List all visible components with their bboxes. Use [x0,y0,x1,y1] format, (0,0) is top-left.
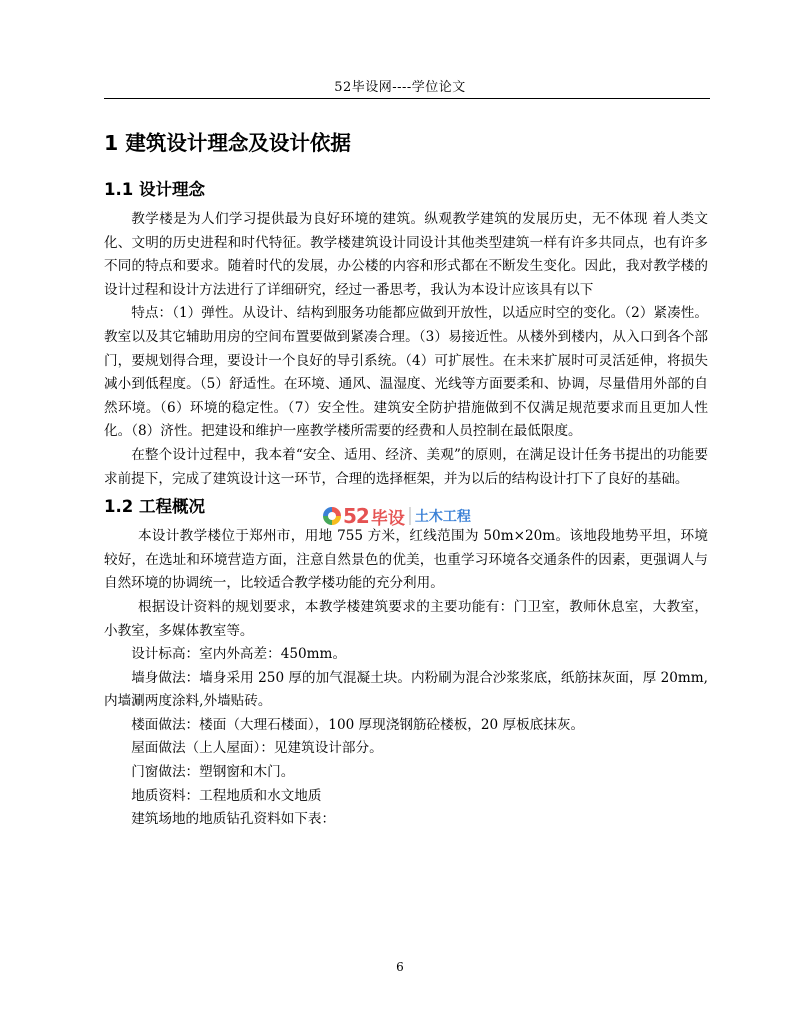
watermark-name: 毕设 [370,508,405,529]
paragraph: 地质资料：工程地质和水文地质 [131,787,322,804]
watermark-tag: 土木工程 [414,509,471,525]
paragraph: 设计标高：室内外高差：450mm。 [131,646,347,663]
header-divider [104,98,710,99]
document-body [104,128,708,832]
paragraph: 墙身做法：墙身采用 250 厚的加气混凝土块。内粉刷为混合沙浆浆底，纸筋抹灰面，厚 20mm,内墙涮两度涂料,外墙贴砖。 [104,669,708,710]
paragraph: 在整个设计过程中，我本着“安全、适用、经济、美观”的原则，在满足设计任务书提出的功能要求前提下，完成了建筑设计这一环节，合理的选择框架，并为以后的结构设计打下了良好的基础。 [104,446,708,487]
paragraph: 建筑场地的地质钻孔资料如下表： [131,811,336,828]
chapter-title: 1 建筑设计理念及设计依据 [104,131,351,155]
paragraph: 教学楼是为人们学习提供最为良好环境的建筑。纵观教学建筑的发展历史，无不体现 着人类文化、文明的历史进程和时代特征。教学楼建筑设计同设计其他类型建筑一样有许多共同点，也有许多不同的特点和要求。随着时代的发展，办公楼的内容和形式都在不断发生变化。因此，我对教学楼的设计过程和设计方法进行了详细研究，经过一番思考，我认为本设计应该具有以下 [104,211,708,298]
paragraph: 本设计教学楼位于郑州市，用地 755 方米，红线范围为 50m×20m。该地段地势平坦，环境较好，在选址和环境营造方面，注意自然景色的优美，也重学习环境各交通条件的因素，更强调人与自然环境的协调统一，比较适合教学楼功能的充分利用。 [104,528,708,592]
header-title: 52毕设网----学位论文 [334,80,466,95]
paragraph: 特点：（1）弹性。从设计、结构到服务功能都应做到开放性，以适应时空的变化。（2）紧凑性。教室以及其它辅助用房的空间布置要做到紧凑合理。（3）易接近性。从楼外到楼内，从入口到各个部门，要规划得合理，要设计一个良好的导引系统。（4）可扩展性。在未来扩展时可灵活延伸，将损失减小到低程度。（5）舒适性。在环境、通风、温湿度、光线等方面要柔和、协调，尽量借用外部的自然环境。（6）环境的稳定性。（7）安全性。建筑安全防护措施做到不仅满足规范要求而且更加人性化。（8）济性。把建设和维护一座教学楼所需要的经费和人员控制在最低限度。 [104,305,708,440]
paragraph: 门窗做法：塑钢窗和木门。 [131,764,295,781]
page-number: 6 [396,960,404,974]
paragraph: 根据设计资料的规划要求，本教学楼建筑要求的主要功能有：门卫室，教师休息室，大教室，小教室，多媒体教室等。 [104,598,708,639]
watermark-number: 52 [343,504,369,528]
section-title-design-concept: 1.1 设计理念 [104,180,205,199]
paragraph: 屋面做法（上人屋面）：见建筑设计部分。 [131,740,383,757]
paragraph: 楼面做法：楼面（大理石楼面），100 厚现浇钢筋砼楼板，20 厚板底抹灰。 [131,716,585,733]
section-title-project-overview: 1.2 工程概况 [104,497,205,517]
